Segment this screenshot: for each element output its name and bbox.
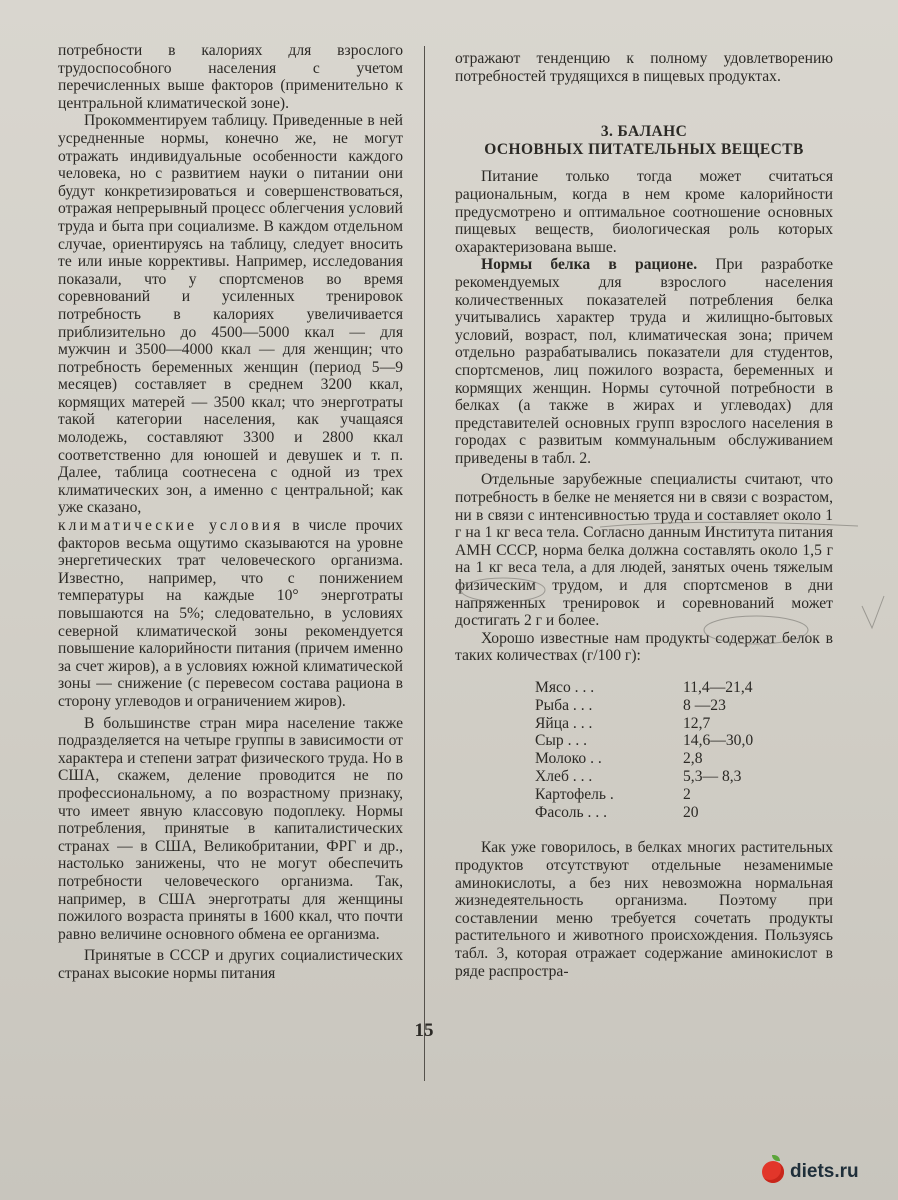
food-row	[535, 732, 753, 750]
paragraph: Хорошо известные нам продукты содержат белок в таких количествах (г/100 г):	[455, 629, 833, 665]
page-number: 15	[414, 1020, 434, 1041]
protein-value: 5,3— 8,3	[683, 767, 742, 785]
food-row	[535, 768, 753, 786]
protein-value: 20	[683, 803, 699, 821]
spaced-emphasis: климатические условия	[58, 517, 284, 535]
paragraph: потребности в калориях для взрослого трудоспособного населения с учетом перечисленных выше факторов (применительно к центральной климатической зоне).	[58, 42, 403, 112]
paragraph	[58, 517, 403, 711]
paragraph	[455, 256, 833, 467]
protein-table	[535, 679, 753, 821]
food-name: Яйца . . .	[535, 714, 593, 732]
food-row	[535, 715, 753, 733]
food-row	[535, 786, 753, 804]
left-column	[58, 42, 403, 982]
food-name: Молоко . .	[535, 750, 602, 768]
food-name: Рыба . . .	[535, 696, 593, 714]
paragraph: отражают тенденцию к полному удовлетворению потребностей трудящихся в пищевых продуктах.	[455, 50, 833, 85]
apple-logo-icon	[762, 1161, 784, 1183]
protein-value: 12,7	[683, 714, 711, 732]
right-column	[455, 50, 833, 980]
food-row	[535, 750, 753, 768]
site-watermark	[762, 1156, 886, 1188]
food-row	[535, 804, 753, 822]
protein-value: 14,6—30,0	[683, 732, 754, 750]
paragraph-continuation: в числе прочих факторов весьма ощутимо сказываются на уровне энергетических трат человеческого организма. Известно, например, что с понижением температуры на каждые 10° энерготраты повышаются на 5%; следовательно, в условиях северной климатической зоны рекомендуется повышение калорийности питания (причем именно за счет жиров), а в условиях южной климатической зоны — снижение (с перевесом состава рациона в сторону углеводов и ограничением жиров).	[58, 517, 403, 710]
column-divider	[424, 46, 425, 1081]
paragraph: Прокомментируем таблицу. Приведенные в ней усредненные нормы, конечно же, не могут отражать индивидуальные особенности каждого человека, но с развитием науки о питании они будут конкретизироваться и совершенствоваться, отражая непрерывный процесс облегчения условий труда и быта при социализме. В каждом отдельном случае, ориентируясь на таблицу, следует вносить те или иные коррективы. Например, исследования показали, что у спортсменов во время соревнований и усиленных тренировок потребность в калориях увеличивается приблизительно до 4500—5000 ккал — для мужчин и 3500—4000 ккал — для женщин; что потребность беременных женщин (период 5—9 месяцев) составляет в среднем 3200 ккал, кормящих матерей — 3500 ккал; что энерготраты такой категории населения, как учащаяся молодежь, составляют 3300 и 2800 ккал соответственно для юношей и девушек и т. п. Далее, таблица соотнесена с одной из трех климатических зон, а именно с центральной; как уже сказано,	[58, 112, 403, 517]
protein-value: 11,4—21,4	[683, 679, 753, 696]
protein-value: 2,8	[683, 750, 703, 768]
paragraph-text: При разработке рекомендуемых для взрослого населения количественных показателей потребления белка учитывались характер труда и жилищно-бытовых условий, возраст, пол, климатическая зона; причем отдельно разрабатывались показатели для студентов, спортсменов, лиц пожилого возраста, беременных и кормящих женщин. Нормы суточной потребности в белках (а также в жирах и углеводах) для представителей основных групп взрослого населения в городах с развитым коммунальным обслуживанием приведены в табл. 2.	[455, 256, 833, 467]
paragraph: Питание только тогда может считаться рациональным, когда в нем кроме калорийности предусмотрено и оптимальное соотношение основных пищевых веществ, биологическая роль которых охарактеризована выше.	[455, 168, 833, 256]
paragraph: Как уже говорилось, в белках многих растительных продуктов отсутствуют отдельные незаменимые аминокислоты, а без них невозможна нормальная жизнедеятельность организма. Поэтому при составлении меню требуется сочетать продукты растительного и животного происхождения. Пользуясь табл. 3, которая отражает содержание аминокислот в ряде распростра-	[455, 839, 833, 980]
paragraph: Принятые в СССР и других социалистических странах высокие нормы питания	[58, 947, 403, 982]
section-title: ОСНОВНЫХ ПИТАТЕЛЬНЫХ ВЕЩЕСТВ	[484, 140, 804, 158]
food-name: Сыр . . .	[535, 732, 588, 750]
pencil-check-mark	[862, 596, 884, 628]
food-name: Картофель .	[535, 785, 614, 803]
food-name: Мясо . . .	[535, 679, 595, 696]
run-in-heading: Нормы белка в рационе.	[481, 256, 698, 274]
food-row	[535, 697, 753, 715]
food-row	[535, 679, 753, 697]
protein-value: 2	[683, 785, 691, 803]
food-name: Фасоль . . .	[535, 803, 608, 821]
paragraph: Отдельные зарубежные специалисты считают, что потребность в белке не меняется ни в связи с возрастом, ни в связи с интенсивностью труда и составляет около 1 г на 1 кг веса тела. Согласно данным Института питания АМН СССР, норма белка должна составлять около 1,5 г на 1 кг веса тела, а для людей, занятых очень тяжелым физическим трудом, и для спортсменов в дни напряженных тренировок и соревнований может достигать 2 г и более.	[455, 471, 833, 630]
watermark-text: diets.ru	[790, 1161, 859, 1182]
section-number: 3. БАЛАНС	[600, 123, 688, 141]
protein-value: 8 —23	[683, 696, 726, 714]
paragraph: В большинстве стран мира население также подразделяется на четыре группы в зависимости от характера и степени затрат физического труда. Но в США, скажем, деление проводится не по профессиональному, а по возрастному признаку, что имеет явную классовую подоплеку. Нормы потребления, принятые в капиталистических странах — в США, Великобритании, ФРГ и др., настолько занижены, что не могут обеспечить потребности человеческого организма. Так, например, в США энерготраты для женщины пожилого возраста приняты в 1600 ккал, что почти равно величине основного обмена ее организма.	[58, 714, 403, 943]
food-name: Хлеб . . .	[535, 767, 593, 785]
